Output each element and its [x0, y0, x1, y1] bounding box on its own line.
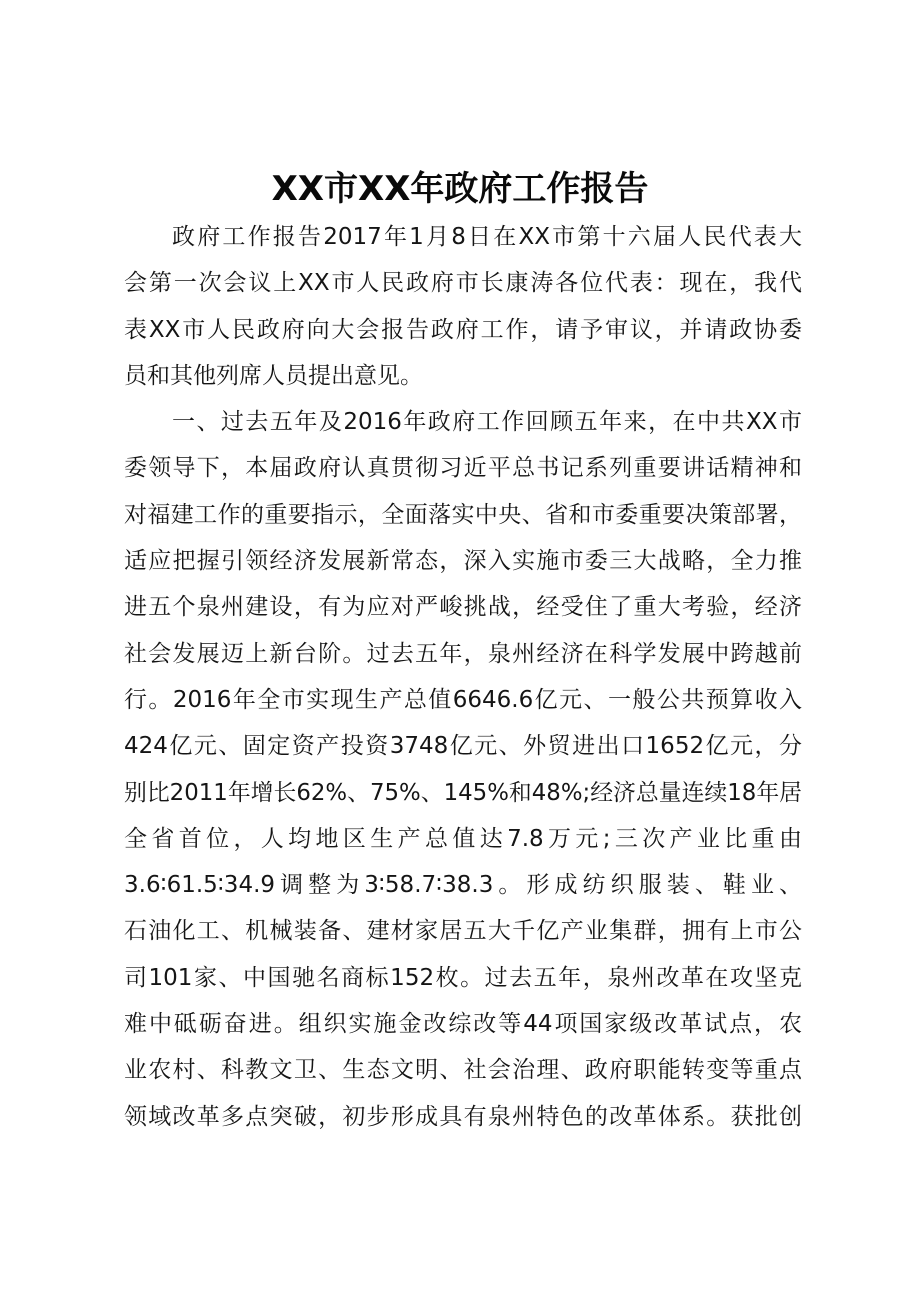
text-line: 领域改革多点突破，初步形成具有泉州特色的改革体系。获批创 — [124, 1103, 802, 1130]
document-title: XX市XX年政府工作报告 — [271, 169, 649, 209]
text-line: 难中砥砺奋进。组织实施金改综改等44项国家级改革试点，农 — [124, 1011, 802, 1038]
text-line: 一、过去五年及2016年政府工作回顾五年来，在中共XX市 — [171, 409, 802, 436]
text-line: 全省首位，人均地区生产总值达7.8万元;三次产业比重由 — [124, 825, 802, 852]
text-line: 委领导下，本届政府认真贯彻习近平总书记系列重要讲话精神和 — [124, 455, 802, 482]
document-body — [124, 214, 802, 1140]
text-line: 业农村、科教文卫、生态文明、社会治理、政府职能转变等重点 — [124, 1057, 802, 1084]
text-line: 社会发展迈上新台阶。过去五年，泉州经济在科学发展中跨越前 — [124, 640, 802, 667]
text-line: 424亿元、固定资产投资3748亿元、外贸进出口1652亿元，分 — [124, 733, 802, 760]
text-line: 司101家、中国驰名商标152枚。过去五年，泉州改革在攻坚克 — [124, 964, 802, 991]
text-line: 员和其他列席人员提出意见。 — [124, 362, 423, 389]
text-line: 表XX市人民政府向大会报告政府工作，请予审议，并请政协委 — [124, 316, 802, 343]
paragraph-opening — [124, 214, 802, 399]
paragraph-review — [124, 399, 802, 1140]
text-line: 石油化工、机械装备、建材家居五大千亿产业集群，拥有上市公 — [124, 918, 802, 945]
text-line: 政府工作报告2017年1月8日在XX市第十六届人民代表大 — [171, 224, 802, 250]
text-line: 对福建工作的重要指示，全面落实中央、省和市委重要决策部署， — [124, 501, 802, 528]
text-line: 进五个泉州建设，有为应对严峻挑战，经受住了重大考验，经济 — [124, 594, 802, 621]
text-line: 会第一次会议上XX市人民政府市长康涛各位代表：现在，我代 — [124, 270, 802, 297]
text-line: 别比2011年增长62%、75%、145%和48%;经济总量连续18年居 — [124, 779, 802, 806]
text-line: 适应把握引领经济发展新常态，深入实施市委三大战略，全力推 — [124, 548, 802, 575]
text-line: 行。2016年全市实现生产总值6646.6亿元、一般公共预算收入 — [124, 686, 802, 713]
text-line: 3.6∶61.5∶34.9调整为3∶58.7∶38.3。形成纺织服装、鞋业、 — [124, 872, 802, 899]
